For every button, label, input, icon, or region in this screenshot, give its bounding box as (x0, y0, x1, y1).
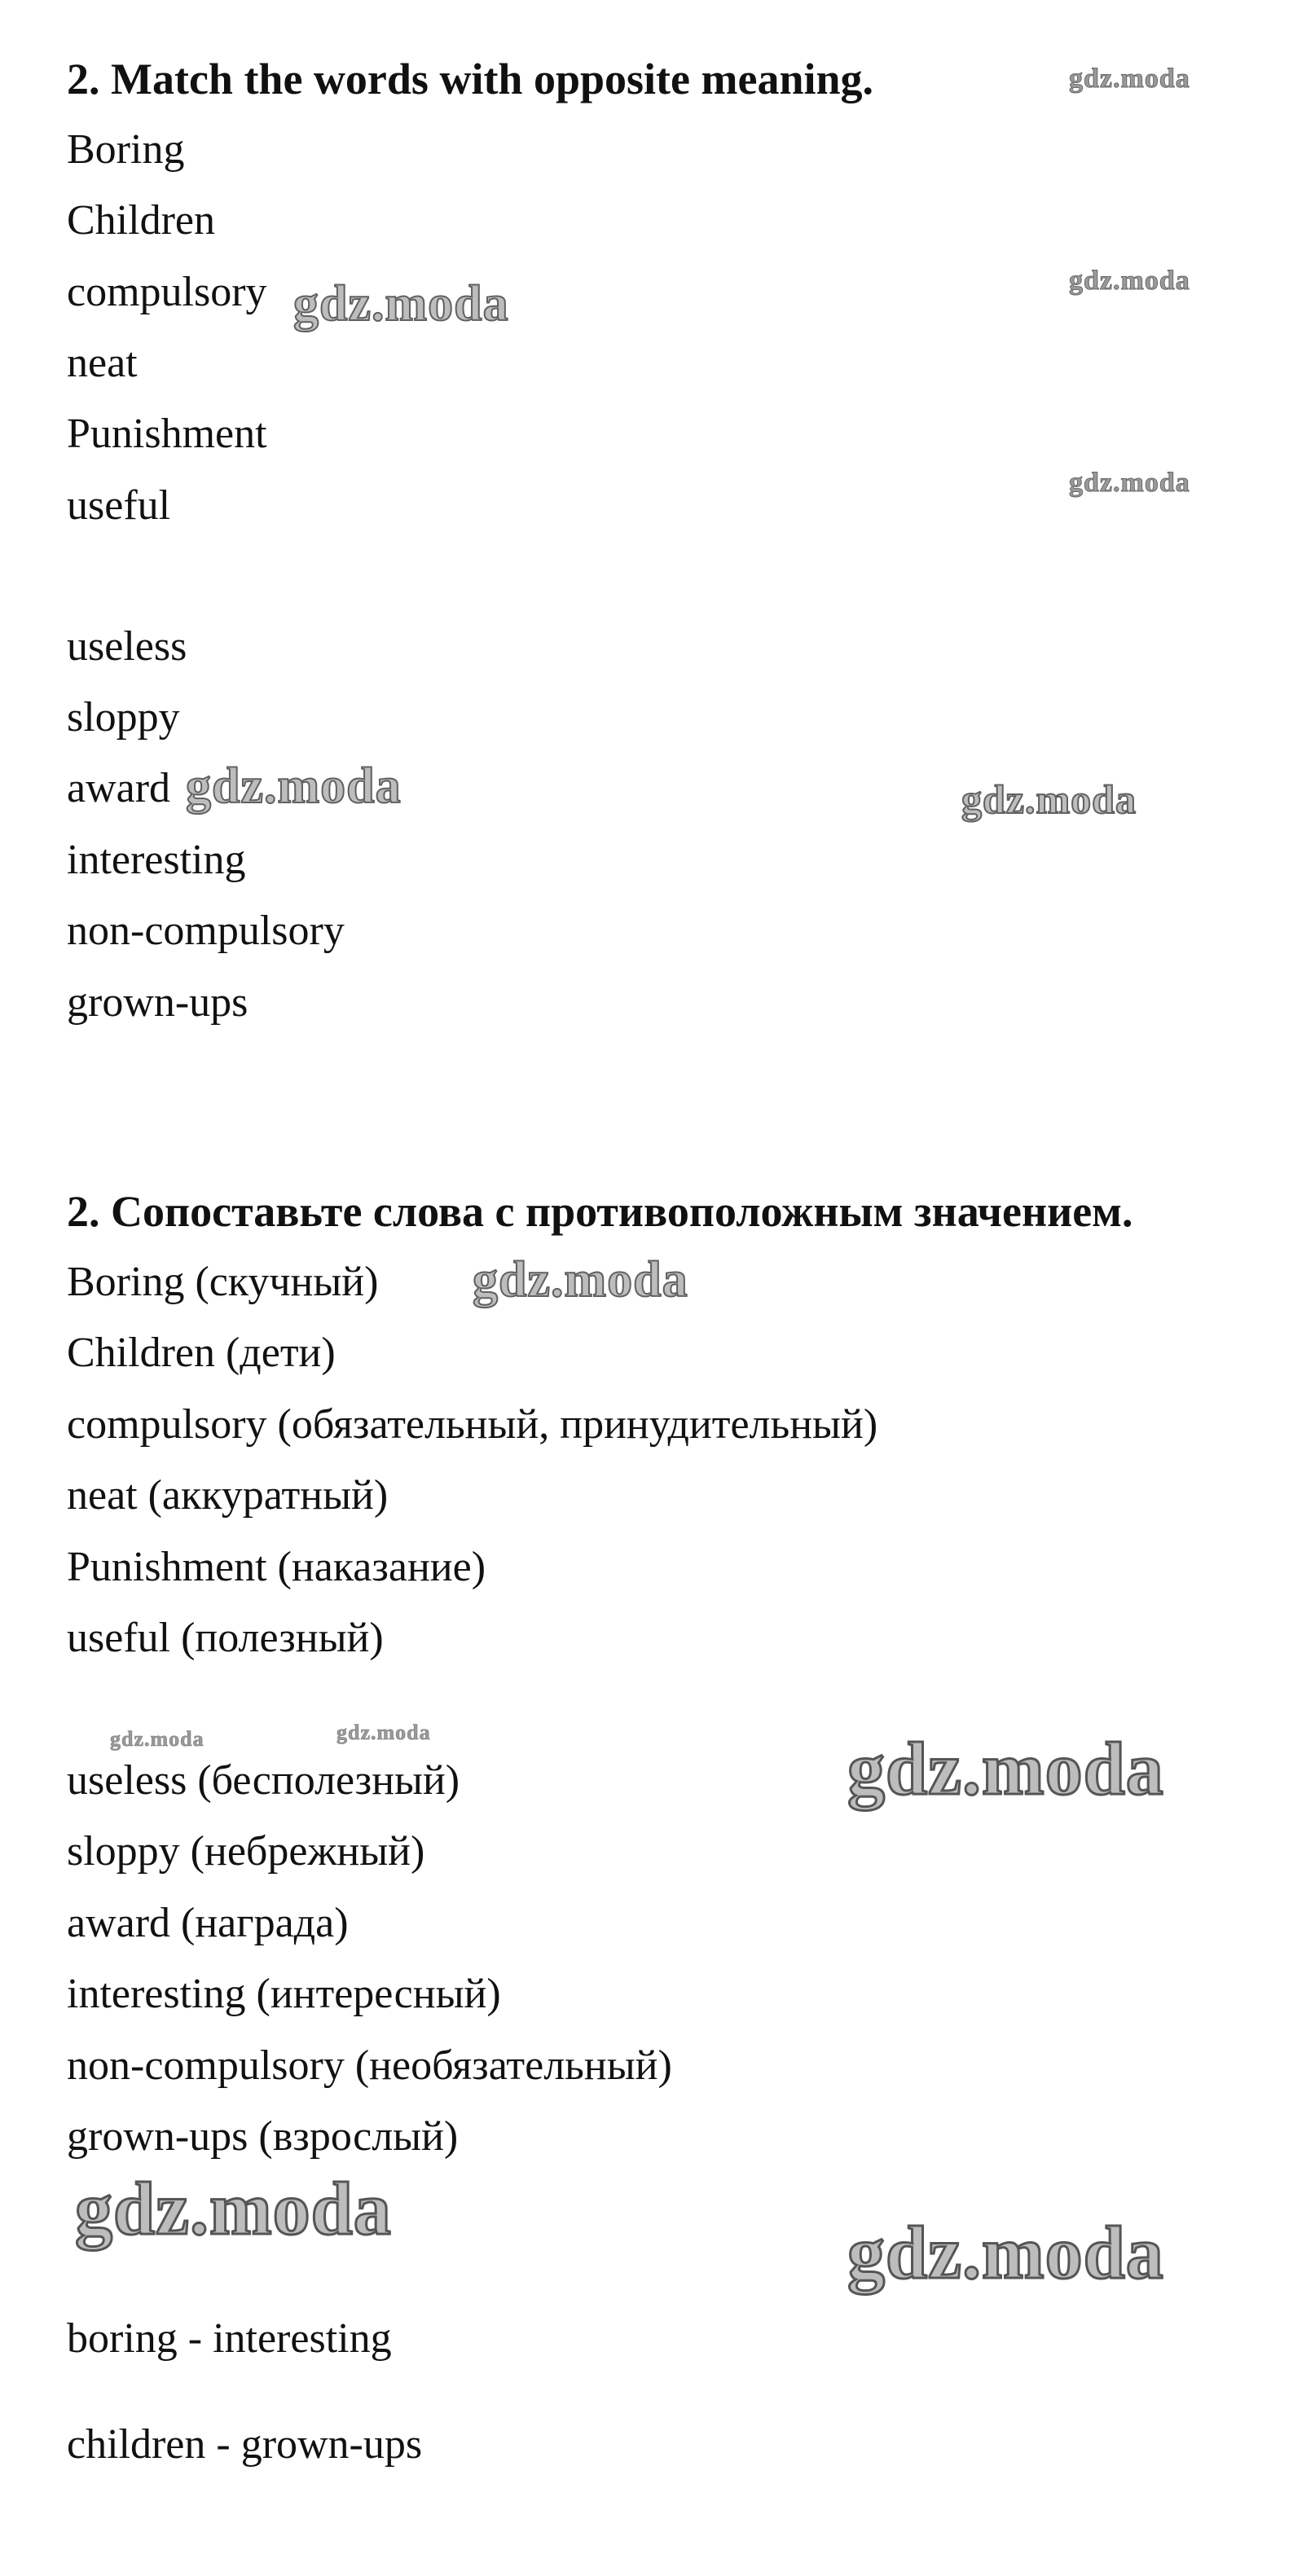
watermark-4: gdz.moda (1069, 468, 1190, 498)
watermark-9: gdz.moda (336, 1721, 431, 1744)
ru-word-left-1: Boring (скучный) (67, 1259, 379, 1305)
ru-word-right-6: grown-ups (взрослый) (67, 2113, 459, 2160)
word-right-4: interesting (67, 837, 246, 883)
word-right-2: sloppy (67, 694, 180, 741)
word-left-6: useful (67, 482, 171, 529)
word-right-6: grown-ups (67, 979, 248, 1026)
word-left-5: Punishment (67, 411, 267, 457)
watermark-7: gdz.moda (473, 1252, 688, 1308)
ru-word-right-2: sloppy (небрежный) (67, 1828, 425, 1875)
ru-word-right-1: useless (бесполезный) (67, 1757, 460, 1804)
watermark-12: gdz.moda (847, 2211, 1164, 2294)
watermark-2: gdz.moda (1069, 266, 1190, 296)
word-right-3: award (67, 765, 171, 811)
word-left-1: Boring (67, 126, 185, 173)
answer-1: boring - interesting (67, 2315, 392, 2362)
task-heading-en: 2. Match the words with opposite meaning. (67, 55, 874, 103)
answer-2: children - grown-ups (67, 2421, 423, 2468)
watermark-5: gdz.moda (186, 758, 402, 814)
watermark-6: gdz.moda (961, 776, 1137, 822)
ru-word-left-6: useful (полезный) (67, 1615, 384, 1661)
ru-word-right-5: non-compulsory (необязательный) (67, 2042, 672, 2089)
ru-word-right-3: award (награда) (67, 1900, 349, 1946)
ru-word-left-5: Punishment (наказание) (67, 1544, 486, 1590)
word-right-1: useless (67, 623, 187, 670)
watermark-11: gdz.moda (75, 2167, 392, 2250)
watermark-1: gdz.moda (1069, 64, 1190, 94)
watermark-10: gdz.moda (847, 1727, 1164, 1810)
ru-word-left-3: compulsory (обязательный, принудительный) (67, 1401, 878, 1448)
word-left-3: compulsory (67, 269, 267, 315)
word-left-4: neat (67, 340, 138, 386)
watermark-3: gdz.moda (293, 276, 509, 332)
watermark-8: gdz.moda (110, 1727, 205, 1751)
word-left-2: Children (67, 197, 215, 244)
ru-word-right-4: interesting (интересный) (67, 1971, 501, 2017)
word-right-5: non-compulsory (67, 908, 345, 954)
ru-word-left-4: neat (аккуратный) (67, 1472, 389, 1519)
task-heading-ru: 2. Сопоставьте слова с противоположным значением. (67, 1187, 1133, 1236)
ru-word-left-2: Children (дети) (67, 1330, 336, 1376)
